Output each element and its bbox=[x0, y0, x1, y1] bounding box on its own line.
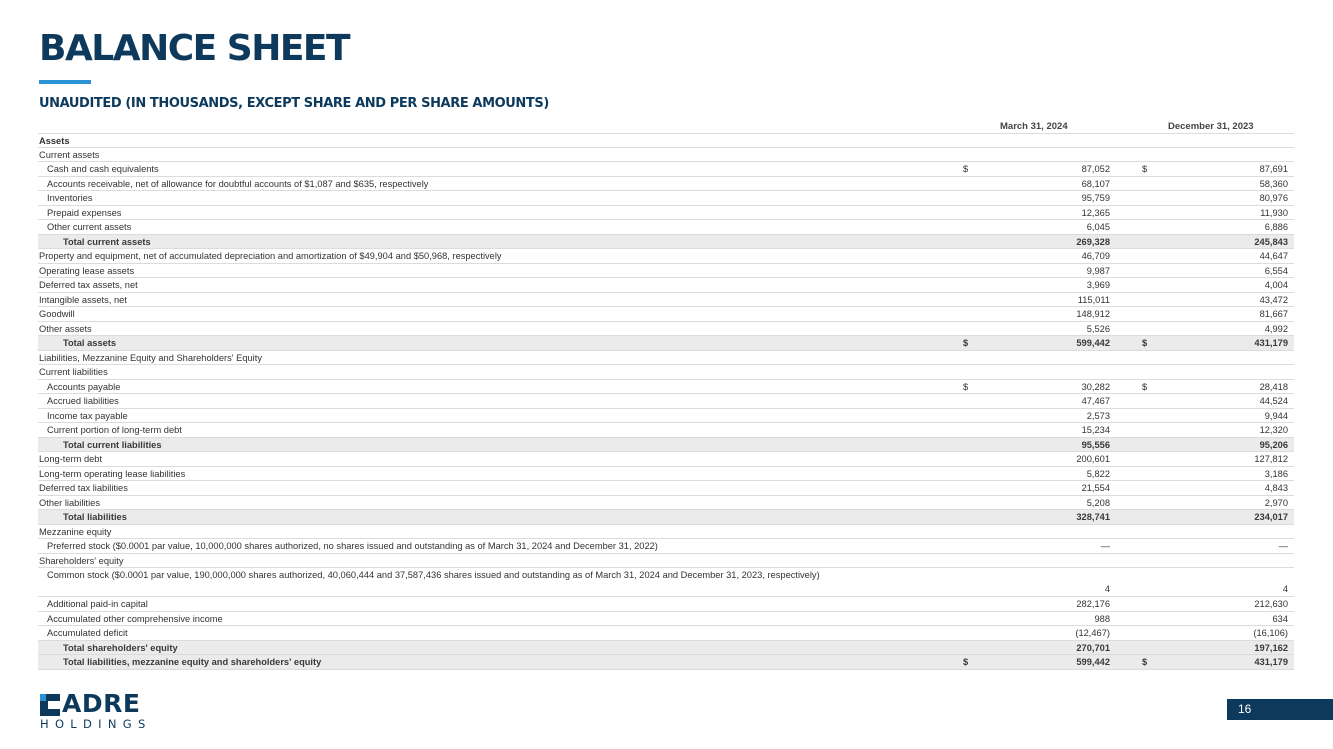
value-december-2023: 2,970 bbox=[1264, 497, 1288, 508]
row-label: Shareholders' equity bbox=[39, 555, 124, 566]
row-label: Goodwill bbox=[39, 309, 75, 319]
value-december-2023: 127,812 bbox=[1254, 454, 1288, 464]
value-march-2024: 2,573 bbox=[1086, 410, 1110, 421]
value-march-2024: 87,052 bbox=[1081, 164, 1110, 174]
value-december-2023: 81,667 bbox=[1259, 309, 1288, 319]
table-total-row bbox=[38, 510, 1294, 525]
value-march-2024: 47,467 bbox=[1081, 396, 1110, 406]
value-march-2024: (12,467) bbox=[1075, 628, 1110, 638]
table-row bbox=[38, 409, 1294, 424]
table-row bbox=[38, 351, 1294, 366]
row-label: Total liabilities bbox=[63, 512, 127, 522]
row-label: Deferred tax liabilities bbox=[39, 483, 128, 493]
row-label: Total liabilities, mezzanine equity and shareholders' equity bbox=[63, 657, 322, 667]
value-december-2023: 87,691 bbox=[1259, 164, 1288, 174]
column-header-march-2024: March 31, 2024 bbox=[1000, 121, 1068, 132]
table-row bbox=[38, 206, 1294, 221]
value-december-2023: 95,206 bbox=[1259, 439, 1288, 450]
table-row bbox=[38, 162, 1294, 177]
row-label: Total shareholders' equity bbox=[63, 642, 178, 653]
table-total-row bbox=[38, 336, 1294, 351]
value-march-2024: 328,741 bbox=[1076, 512, 1110, 522]
table-row bbox=[38, 467, 1294, 482]
page-subtitle: UNAUDITED (IN THOUSANDS, EXCEPT SHARE AND PER SHARE AMOUNTS) bbox=[39, 96, 549, 111]
table-row bbox=[38, 554, 1294, 569]
value-december-2023: 44,524 bbox=[1259, 396, 1288, 406]
value-december-2023: 11,930 bbox=[1260, 207, 1288, 218]
row-label: Inventories bbox=[47, 193, 93, 203]
row-label: Other assets bbox=[39, 323, 92, 334]
row-label: Liabilities, Mezzanine Equity and Shareholders' Equity bbox=[39, 352, 262, 363]
table-row bbox=[38, 597, 1294, 612]
currency-symbol: $ bbox=[1142, 657, 1148, 667]
table-row bbox=[38, 249, 1294, 264]
table-row bbox=[38, 452, 1294, 467]
row-label: Long-term operating lease liabilities bbox=[39, 468, 186, 479]
value-march-2024: 5,822 bbox=[1086, 468, 1110, 479]
value-december-2023: (16,106) bbox=[1253, 628, 1288, 638]
currency-symbol: $ bbox=[1142, 338, 1148, 348]
table-total-row bbox=[38, 235, 1294, 250]
value-december-2023: 212,630 bbox=[1254, 599, 1288, 609]
table-row bbox=[38, 191, 1294, 206]
value-march-2024: 599,442 bbox=[1076, 338, 1110, 348]
row-label: Operating lease assets bbox=[39, 265, 135, 276]
currency-symbol: $ bbox=[1142, 381, 1148, 392]
value-march-2024: 5,526 bbox=[1086, 323, 1110, 334]
table-row bbox=[38, 496, 1294, 511]
value-march-2024: 270,701 bbox=[1076, 642, 1110, 653]
value-december-2023: 4,004 bbox=[1264, 280, 1288, 290]
value-march-2024: 95,759 bbox=[1081, 193, 1110, 203]
value-march-2024: 15,234 bbox=[1081, 425, 1110, 435]
value-march-2024: 148,912 bbox=[1076, 309, 1110, 319]
row-label: Assets bbox=[39, 136, 70, 146]
table-total-row bbox=[38, 655, 1294, 670]
page-number-bar bbox=[1227, 699, 1333, 720]
table-row bbox=[38, 148, 1294, 163]
logo-subtitle: HOLDINGS bbox=[40, 717, 152, 731]
value-march-2024: 599,442 bbox=[1076, 657, 1110, 667]
row-label: Preferred stock ($0.0001 par value, 10,000,000 shares authorized, no shares issued and outstanding as of March 31, 2024 and December 31, 2022) bbox=[47, 541, 658, 551]
row-label: Accumulated other comprehensive income bbox=[47, 613, 223, 624]
value-december-2023: 28,418 bbox=[1259, 381, 1288, 392]
currency-symbol: $ bbox=[963, 338, 969, 348]
row-label: Long-term debt bbox=[39, 454, 103, 464]
row-label: Total assets bbox=[63, 338, 117, 348]
value-december-2023: 9,944 bbox=[1264, 410, 1288, 421]
title-accent-bar bbox=[39, 80, 91, 84]
row-label: Accounts payable bbox=[47, 381, 121, 392]
table-total-row bbox=[38, 438, 1294, 453]
row-label: Mezzanine equity bbox=[39, 526, 112, 537]
table-row bbox=[38, 365, 1294, 380]
table-row bbox=[38, 133, 1294, 148]
value-march-2024: — bbox=[1100, 541, 1110, 551]
row-label: Cash and cash equivalents bbox=[47, 164, 159, 174]
value-march-2024: 6,045 bbox=[1086, 222, 1110, 232]
page-number: 16 bbox=[1238, 702, 1252, 716]
value-december-2023: 4,843 bbox=[1264, 483, 1288, 493]
value-march-2024: 5,208 bbox=[1086, 497, 1110, 508]
table-row bbox=[38, 612, 1294, 627]
value-march-2024: 200,601 bbox=[1076, 454, 1110, 464]
value-march-2024: 30,282 bbox=[1081, 381, 1110, 392]
currency-symbol: $ bbox=[963, 164, 969, 174]
value-december-2023: 58,360 bbox=[1259, 178, 1288, 189]
value-march-2024: 46,709 bbox=[1081, 251, 1110, 261]
row-label: Additional paid-in capital bbox=[47, 599, 148, 609]
row-label: Accounts receivable, net of allowance for doubtful accounts of $1,087 and $635, respectively bbox=[47, 178, 429, 189]
value-march-2024: 68,107 bbox=[1081, 178, 1110, 189]
table-row bbox=[38, 264, 1294, 279]
cadre-holdings-logo bbox=[40, 690, 152, 731]
row-label: Deferred tax assets, net bbox=[39, 280, 138, 290]
table-row bbox=[38, 626, 1294, 641]
value-march-2024: 95,556 bbox=[1081, 439, 1110, 450]
logo-c-mark-icon bbox=[40, 694, 60, 716]
value-december-2023: 12,320 bbox=[1259, 425, 1288, 435]
row-label: Accumulated deficit bbox=[47, 628, 128, 638]
row-label: Current portion of long-term debt bbox=[47, 425, 182, 435]
value-december-2023: 245,843 bbox=[1254, 236, 1288, 247]
value-december-2023: 431,179 bbox=[1254, 338, 1288, 348]
table-total-row bbox=[38, 641, 1294, 656]
row-label: Current assets bbox=[39, 149, 100, 160]
value-december-2023: 197,162 bbox=[1254, 642, 1288, 653]
value-march-2024: 12,365 bbox=[1081, 207, 1110, 218]
table-row bbox=[38, 380, 1294, 395]
value-december-2023: 80,976 bbox=[1259, 193, 1288, 203]
value-december-2023: 4 bbox=[1282, 584, 1288, 594]
value-march-2024: 988 bbox=[1094, 613, 1110, 624]
row-label: Accrued liabilities bbox=[47, 396, 119, 406]
value-december-2023: 44,647 bbox=[1259, 251, 1288, 261]
row-label: Prepaid expenses bbox=[47, 207, 122, 218]
value-march-2024: 269,328 bbox=[1076, 236, 1110, 247]
table-row bbox=[38, 220, 1294, 235]
value-march-2024: 4 bbox=[1104, 584, 1110, 594]
currency-symbol: $ bbox=[1142, 164, 1148, 174]
value-march-2024: 115,011 bbox=[1077, 294, 1110, 305]
value-december-2023: — bbox=[1278, 541, 1288, 551]
value-march-2024: 3,969 bbox=[1086, 280, 1110, 290]
table-row bbox=[38, 293, 1294, 308]
table-row bbox=[38, 177, 1294, 192]
table-row bbox=[38, 278, 1294, 293]
row-label: Current liabilities bbox=[39, 367, 108, 377]
row-label: Income tax payable bbox=[47, 410, 128, 421]
value-march-2024: 9,987 bbox=[1086, 265, 1110, 276]
row-label: Total current liabilities bbox=[63, 439, 162, 450]
value-december-2023: 431,179 bbox=[1254, 657, 1288, 667]
value-december-2023: 4,992 bbox=[1264, 323, 1288, 334]
value-december-2023: 234,017 bbox=[1254, 512, 1288, 522]
table-row bbox=[38, 525, 1294, 540]
table-row bbox=[38, 539, 1294, 554]
currency-symbol: $ bbox=[963, 657, 969, 667]
value-march-2024: 21,554 bbox=[1081, 483, 1110, 493]
table-row bbox=[38, 394, 1294, 409]
value-december-2023: 6,886 bbox=[1264, 222, 1288, 232]
row-label: Total current assets bbox=[63, 236, 151, 247]
balance-sheet-table bbox=[38, 133, 1294, 670]
value-december-2023: 43,472 bbox=[1259, 294, 1288, 305]
table-row bbox=[38, 307, 1294, 322]
table-row bbox=[38, 423, 1294, 438]
value-december-2023: 634 bbox=[1272, 613, 1288, 624]
table-row bbox=[38, 568, 1294, 597]
row-label: Other liabilities bbox=[39, 497, 100, 508]
row-label: Property and equipment, net of accumulated depreciation and amortization of $49,904 and $50,968, respectively bbox=[39, 251, 502, 261]
table-row bbox=[38, 481, 1294, 496]
row-label: Common stock ($0.0001 par value, 190,000,000 shares authorized, 40,060,444 and 37,587,436 shares issued and outstanding as of March 31, 2024 and December 31, 2023, respectively) bbox=[47, 570, 820, 580]
page-title: BALANCE SHEET bbox=[39, 28, 350, 69]
column-header-december-2023: December 31, 2023 bbox=[1168, 121, 1254, 132]
value-december-2023: 6,554 bbox=[1264, 265, 1288, 276]
row-label: Intangible assets, net bbox=[39, 294, 127, 305]
table-row bbox=[38, 322, 1294, 337]
currency-symbol: $ bbox=[963, 381, 969, 392]
value-march-2024: 282,176 bbox=[1076, 599, 1110, 609]
row-label: Other current assets bbox=[47, 222, 132, 232]
logo-wordmark: ADRE bbox=[62, 689, 141, 718]
value-december-2023: 3,186 bbox=[1264, 468, 1288, 479]
